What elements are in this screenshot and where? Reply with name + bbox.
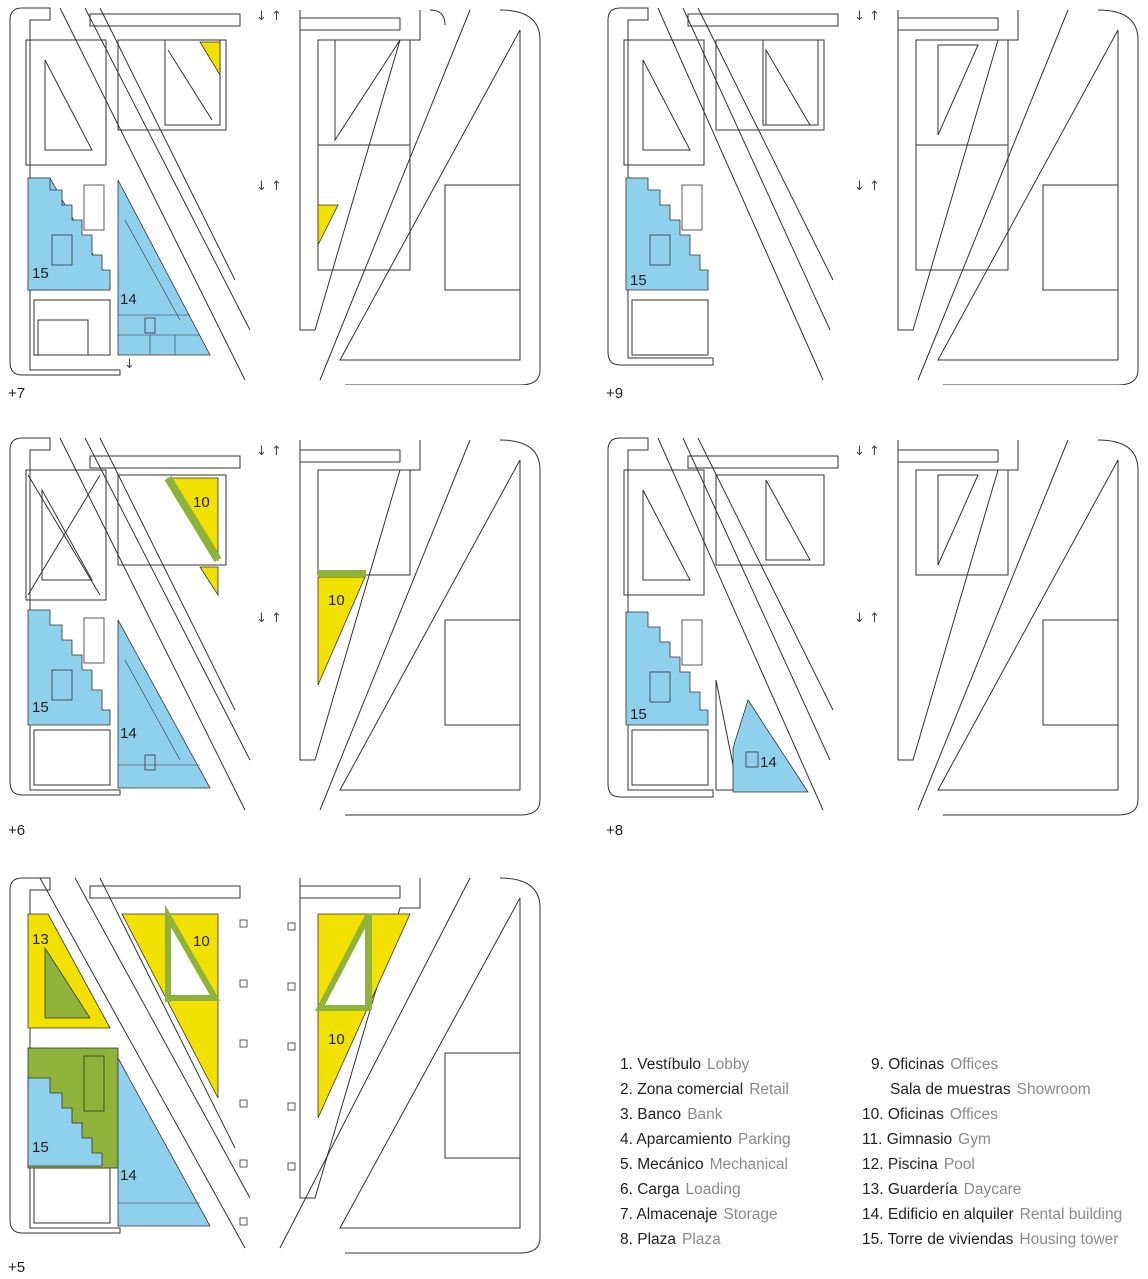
svg-text:↓ ↑: ↓ ↑ xyxy=(854,444,880,459)
plan-level-8 xyxy=(598,430,1148,820)
level-label: +9 xyxy=(606,385,624,402)
zone-label-10: 10 xyxy=(193,933,210,950)
legend-right xyxy=(862,1052,1122,1252)
svg-text:↓ ↑: ↓ ↑ xyxy=(256,179,282,194)
legend-item: 10. Oficinas Offices xyxy=(862,1106,998,1123)
legend-item: 15. Torre de viviendas Housing tower xyxy=(862,1231,1119,1248)
legend-item: 2. Zona comercial Retail xyxy=(620,1081,789,1098)
level-label: +6 xyxy=(8,822,26,839)
svg-text:↓ ↑: ↓ ↑ xyxy=(854,611,880,626)
zone-label-14: 14 xyxy=(120,1167,137,1184)
zone-label-14: 14 xyxy=(760,754,777,771)
svg-text:↓ ↑: ↓ ↑ xyxy=(854,179,880,194)
plan-level-6 xyxy=(0,430,560,820)
plan-level-5 xyxy=(0,868,560,1258)
zone-label-14: 14 xyxy=(120,291,137,308)
zone-label-13: 13 xyxy=(32,931,49,948)
svg-text:↓ ↑: ↓ ↑ xyxy=(256,444,282,459)
legend-item: 8. Plaza Plaza xyxy=(620,1231,721,1248)
legend-item: 11. Gimnasio Gym xyxy=(862,1131,991,1148)
svg-text:↓: ↓ xyxy=(124,357,135,372)
legend-item: 14. Edificio en alquiler Rental building xyxy=(862,1206,1123,1223)
zone-label-10: 10 xyxy=(328,1031,345,1048)
plan-level-7 xyxy=(0,0,560,385)
legend-item: 6. Carga Loading xyxy=(620,1181,741,1198)
legend-item: 4. Aparcamiento Parking xyxy=(620,1131,791,1148)
zone-label-14: 14 xyxy=(120,725,137,742)
zone-label-15: 15 xyxy=(32,699,49,716)
legend-item: 3. Banco Bank xyxy=(620,1106,723,1123)
level-label: +7 xyxy=(8,385,26,402)
svg-text:↓ ↑: ↓ ↑ xyxy=(256,9,282,24)
legend-item: 7. Almacenaje Storage xyxy=(620,1206,778,1223)
level-label: +5 xyxy=(8,1259,26,1276)
zone-label-10: 10 xyxy=(193,494,210,511)
zone-label-15: 15 xyxy=(32,265,49,282)
legend-item: 5. Mecánico Mechanical xyxy=(620,1156,788,1173)
plan-level-9 xyxy=(598,0,1148,385)
legend-item: 1. Vestíbulo Lobby xyxy=(620,1056,750,1073)
zone-label-10: 10 xyxy=(328,592,345,609)
level-label: +8 xyxy=(606,822,624,839)
svg-text:↓ ↑: ↓ ↑ xyxy=(256,611,282,626)
legend-item: 13. Guardería Daycare xyxy=(862,1181,1022,1198)
zone-label-15: 15 xyxy=(630,272,647,289)
svg-text:↓ ↑: ↓ ↑ xyxy=(854,9,880,24)
legend-item: Sala de muestras Showroom xyxy=(890,1081,1091,1098)
zone-label-15: 15 xyxy=(630,706,647,723)
legend-item: 12. Piscina Pool xyxy=(862,1156,975,1173)
zone-label-15: 15 xyxy=(32,1139,49,1156)
legend-left xyxy=(620,1052,791,1252)
legend-item: 9. Oficinas Offices xyxy=(871,1056,999,1073)
